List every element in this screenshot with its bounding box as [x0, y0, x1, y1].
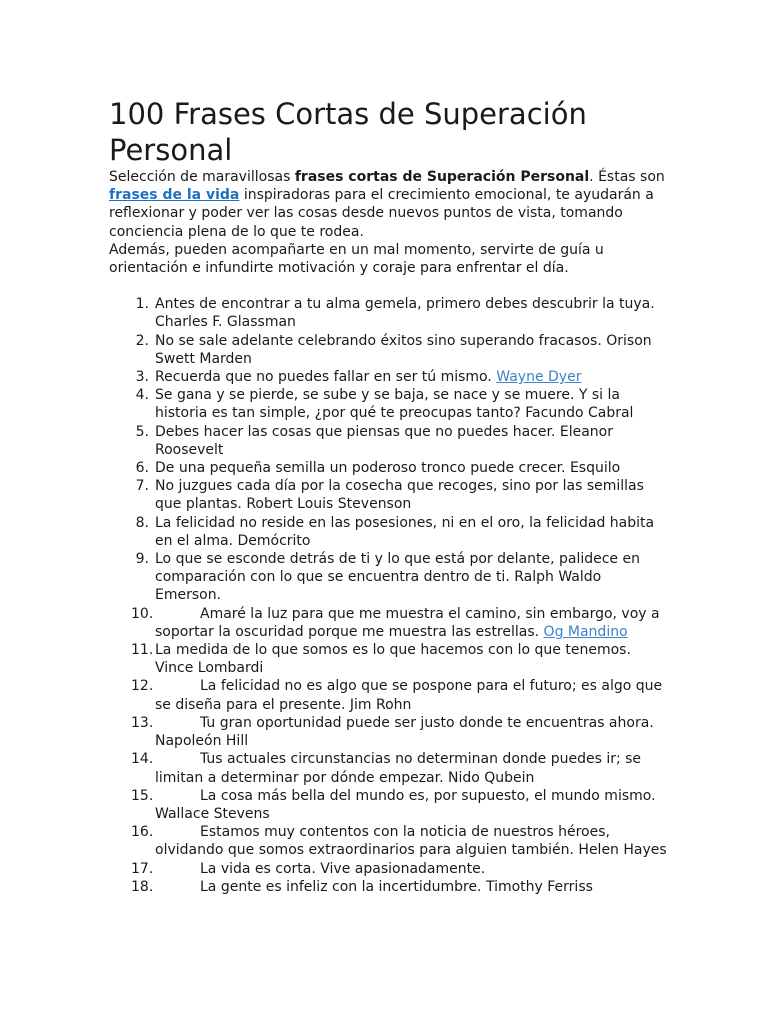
quote-text: Tu gran oportunidad puede ser justo donde te encuentras ahora. Napoleón Hill: [155, 714, 654, 750]
list-item: [109, 386, 669, 422]
quote-text: La felicidad no reside en las posesiones, ni en el oro, la felicidad habita en el alma. Demócrito: [155, 514, 655, 549]
author-link-wayne-dyer[interactable]: Wayne Dyer: [496, 369, 582, 386]
quote-text: Lo que se esconde detrás de ti y lo que está por delante, palidece en comparación con lo que se encuentra dentro de ti. Ralph Waldo Emerson.: [155, 551, 640, 604]
quote-text: La cosa más bella del mundo es, por supuesto, el mundo mismo. Wallace Stevens: [155, 787, 656, 822]
quote-text: La felicidad no es algo que se pospone para el futuro; es algo que se diseña para el presente. Jim Rohn: [155, 678, 663, 713]
item-number: 8.: [135, 514, 149, 531]
list-item: [109, 878, 669, 896]
item-number: 14.: [131, 751, 154, 768]
list-item: [109, 641, 669, 677]
list-item: [109, 295, 669, 331]
item-number: 3.: [135, 369, 149, 386]
quote-text: Tus actuales circunstancias no determinan donde puedes ir; se limitan a determinar por dónde empezar. Nido Qubein: [155, 751, 642, 786]
intro-text: Selección de maravillosas: [109, 169, 295, 185]
quote-text: La medida de lo que somos es lo que hacemos con lo que tenemos. Vince Lombardi: [155, 642, 631, 677]
frases-de-la-vida-link[interactable]: frases de la vida: [109, 187, 240, 204]
list-item: [109, 459, 669, 477]
item-number: 5.: [135, 423, 149, 440]
quote-text: La vida es corta. Vive apasionadamente.: [200, 860, 486, 877]
list-item: [109, 714, 669, 750]
quote-text: Se gana y se pierde, se sube y se baja, se nace y se muere. Y si la historia es tan simple, ¿por qué te preocupas tanto? Facundo Cabral: [155, 387, 634, 422]
intro-bold-text: frases cortas de Superación Personal: [294, 169, 590, 185]
page-title: 100 Frases Cortas de Superación Personal: [109, 97, 587, 167]
quote-text: Antes de encontrar a tu alma gemela, primero debes descubrir la tuya. Charles F. Glassman: [155, 296, 655, 331]
list-item: [109, 423, 669, 459]
list-item: [109, 477, 669, 513]
intro-text: . Éstas son: [589, 169, 665, 185]
list-item: [109, 823, 669, 859]
list-item: [109, 750, 669, 786]
item-number: 7.: [135, 478, 149, 495]
item-number: 17.: [131, 860, 154, 877]
item-number: 16.: [131, 824, 154, 841]
quote-text: No se sale adelante celebrando éxitos sino superando fracasos. Orison Swett Marden: [155, 332, 652, 367]
quote-text: Recuerda que no puedes fallar en ser tú mismo.: [155, 369, 497, 386]
item-number: 10.: [131, 605, 154, 622]
item-number: 15.: [131, 787, 154, 804]
list-item: [109, 368, 669, 386]
item-number: 18.: [131, 878, 154, 895]
document-page: [109, 96, 669, 896]
item-number: 1.: [135, 296, 149, 313]
quote-text: De una pequeña semilla un poderoso tronco puede crecer. Esquilo: [155, 460, 621, 477]
item-number: 11.: [131, 642, 154, 659]
item-number: 4.: [135, 387, 149, 404]
list-item: [109, 514, 669, 550]
item-number: 12.: [131, 678, 154, 695]
list-item: [109, 677, 669, 713]
quote-text: La gente es infeliz con la incertidumbre. Timothy Ferriss: [200, 878, 593, 895]
quotes-list: [109, 295, 669, 896]
item-number: 6.: [135, 460, 149, 477]
quote-text: Estamos muy contentos con la noticia de nuestros héroes, olvidando que somos extraordinarios para alguien también. Helen Hayes: [155, 824, 667, 859]
list-item: [109, 860, 669, 878]
list-item: [109, 550, 669, 605]
author-link-og-mandino[interactable]: Og Mandino: [543, 623, 628, 640]
item-number: 13.: [131, 714, 154, 731]
quote-text: No juzgues cada día por la cosecha que recoges, sino por las semillas que plantas. Robert Louis Stevenson: [155, 478, 644, 513]
intro-paragraph: [109, 168, 669, 241]
quote-text: Debes hacer las cosas que piensas que no puedes hacer. Eleanor Roosevelt: [155, 423, 613, 458]
list-item: [109, 332, 669, 368]
item-number: 9.: [135, 551, 149, 568]
list-item: [109, 787, 669, 823]
item-number: 2.: [135, 332, 149, 349]
intro-paragraph-2: Además, pueden acompañarte en un mal momento, servirte de guía u orientación e infundirte motivación y coraje para enfrentar el día.: [109, 241, 604, 277]
list-item: [109, 605, 669, 641]
intro-text: inspiradoras para el crecimiento emocional, te ayudarán a reflexionar y poder ver las cosas desde nuevos puntos de vista, tomando conciencia plena de lo que te rodea.: [109, 187, 654, 240]
quote-text: Amaré la luz para que me muestra el camino, sin embargo, voy a soportar la oscuridad porque me muestra las estrellas.: [155, 605, 660, 640]
